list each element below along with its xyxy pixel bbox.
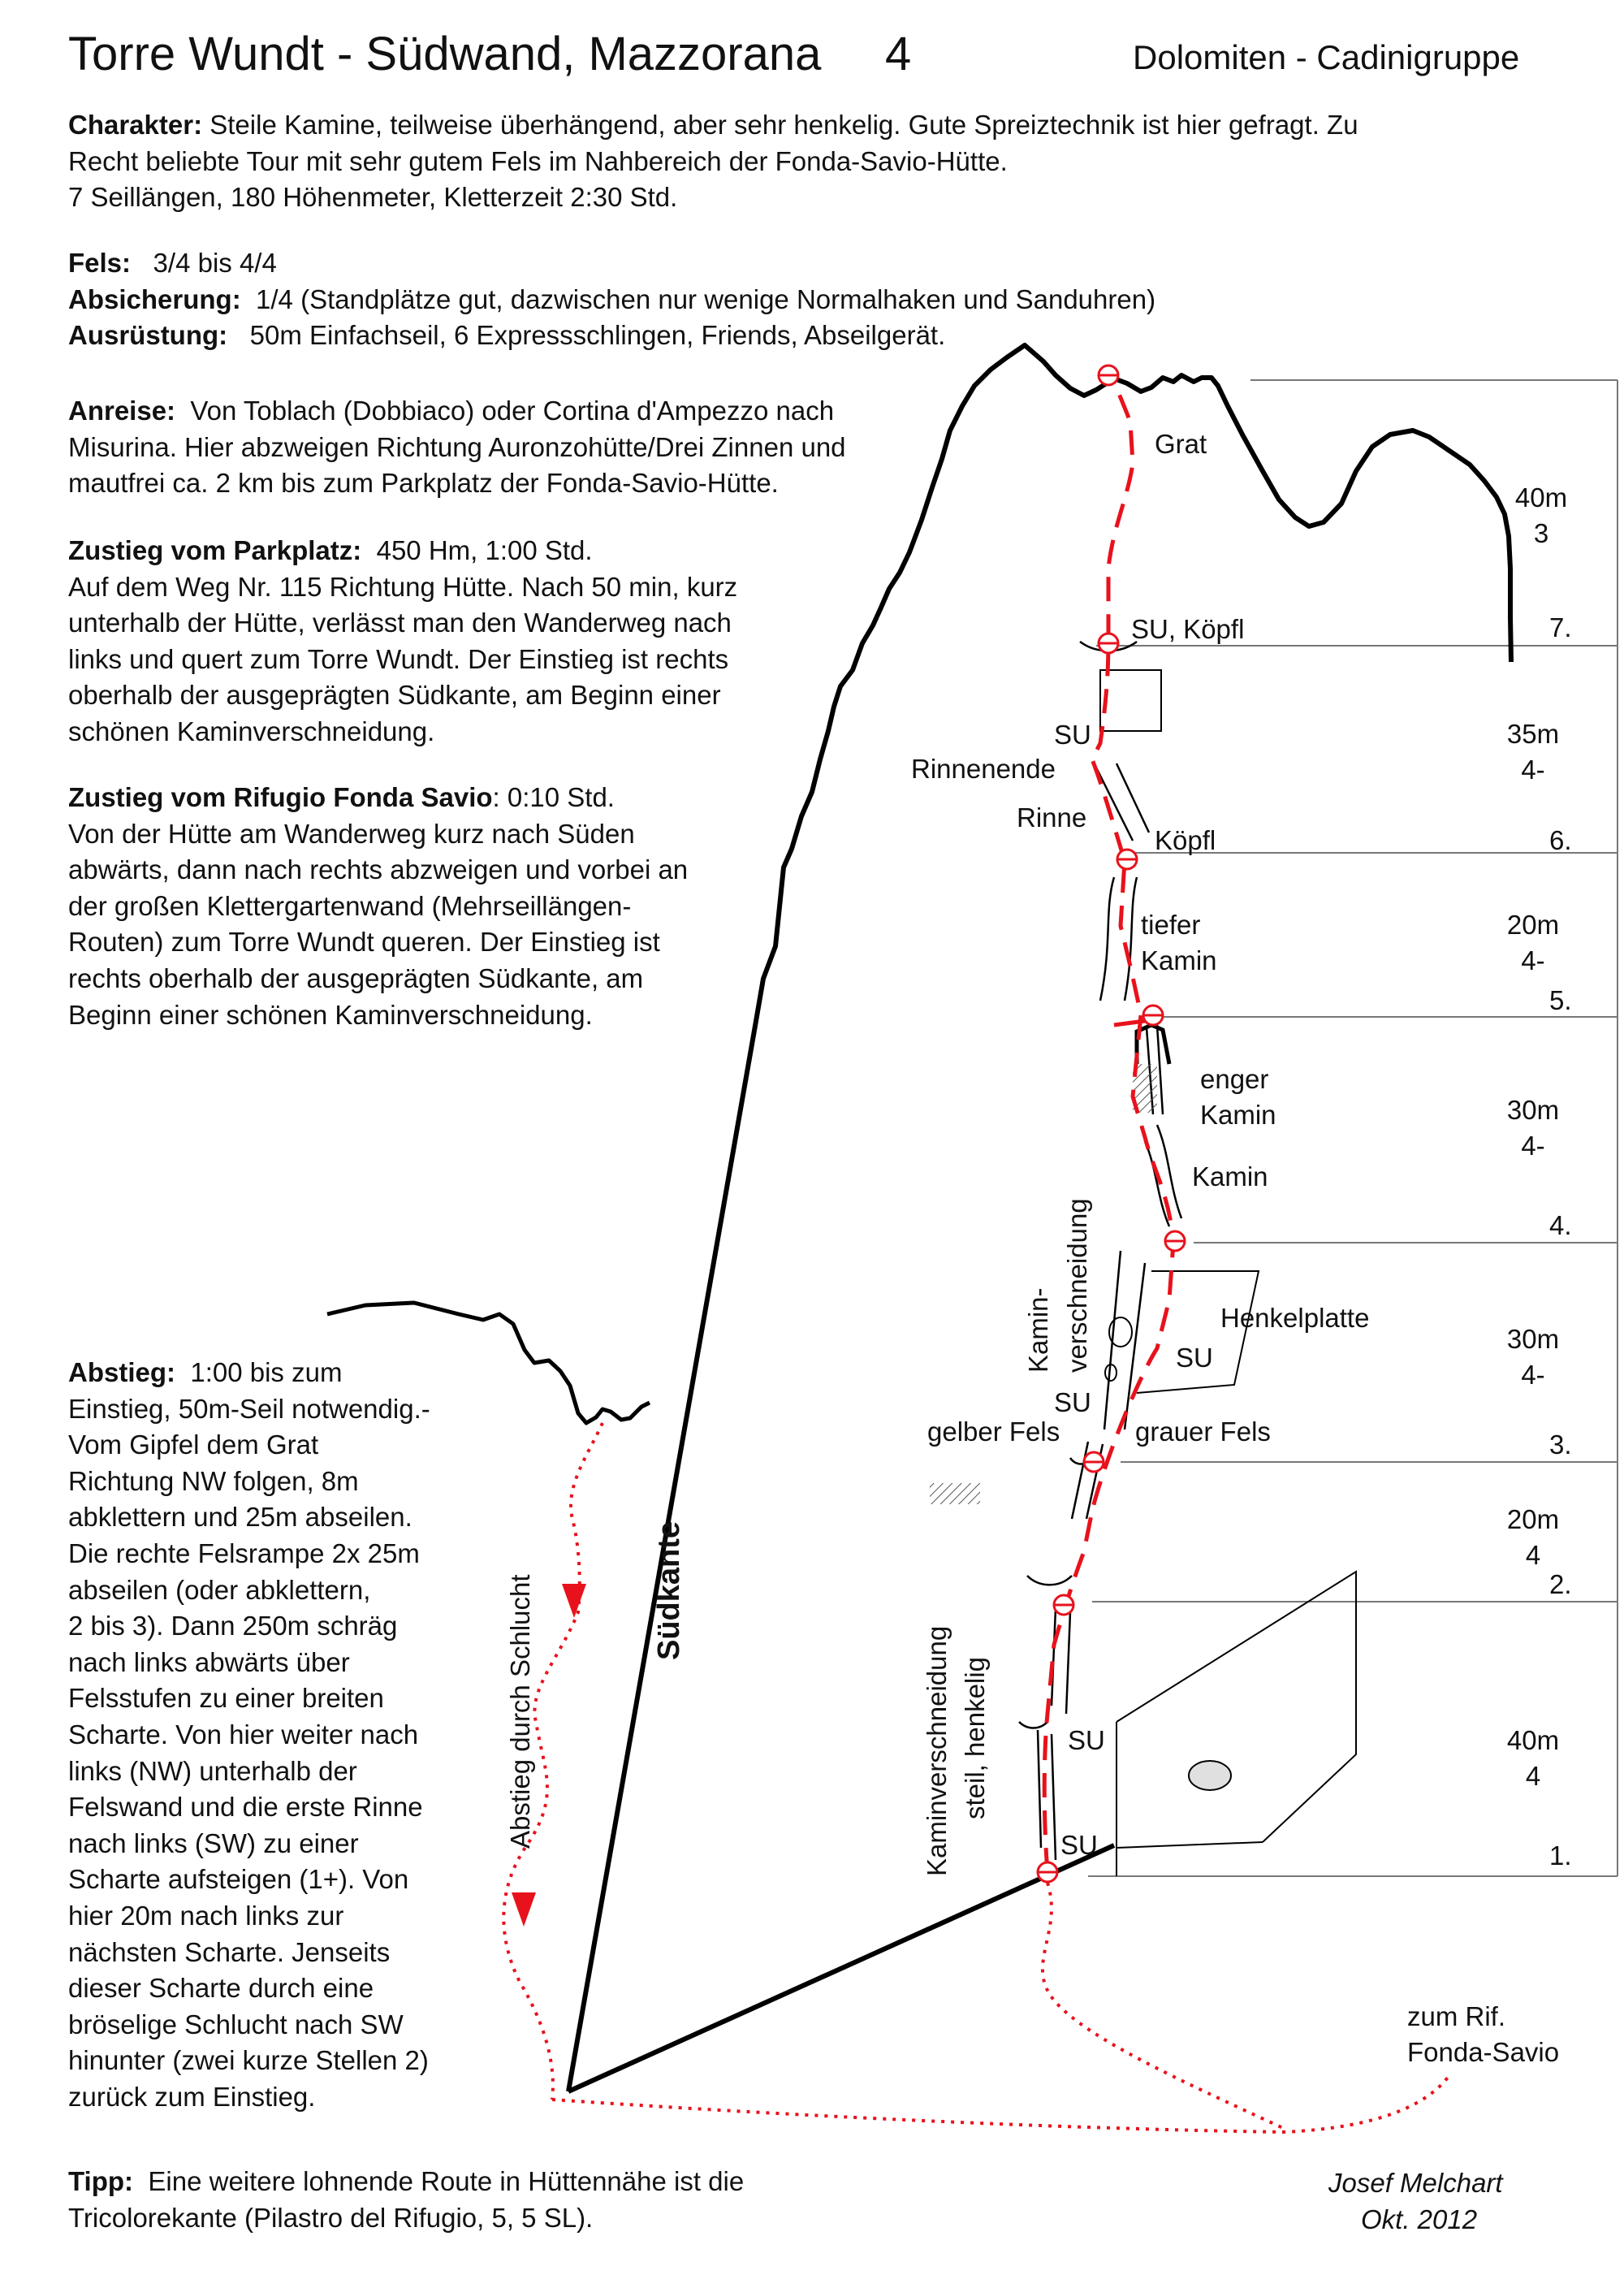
climbing-route xyxy=(1044,375,1173,1872)
label-su: SU xyxy=(1054,720,1091,750)
pitch-number: 5. xyxy=(1549,985,1572,1015)
pitch-number: 4. xyxy=(1549,1210,1572,1240)
label-kamin: Kamin xyxy=(1141,945,1217,975)
pitch-length: 30m xyxy=(1506,1095,1560,1125)
abstieg-line: Vom Gipfel dem Grat xyxy=(68,1429,319,1460)
belay-stations xyxy=(1038,365,1185,1882)
page-title: Torre Wundt - Südwand, Mazzorana xyxy=(68,28,822,80)
zustieg-line: oberhalb der ausgeprägten Südkante, am Beginn einer xyxy=(68,680,721,711)
ausruestung-value: 50m Einfachseil, 6 Expressschlingen, Friends, Abseilgerät. xyxy=(249,320,946,351)
tipp-line: Eine weitere lohnende Route in Hüttennähe ist die xyxy=(148,2166,745,2196)
abstieg-line: Scharte. Von hier weiter nach xyxy=(68,1719,419,1750)
label-kamin: Kamin xyxy=(1192,1161,1268,1192)
pitch-grade: 4- xyxy=(1521,1131,1545,1161)
absicherung-label: Absicherung: xyxy=(68,283,241,314)
label-su: SU xyxy=(1060,1830,1098,1860)
pitch-grade: 4- xyxy=(1521,945,1545,975)
pitch-number: 1. xyxy=(1549,1840,1572,1871)
anreise-line: Von Toblach (Dobbiaco) oder Cortina d'Ampezzo nach xyxy=(190,396,835,426)
label-rinnenende: Rinnenende xyxy=(911,754,1056,784)
anreise-line: mautfrei ca. 2 km bis zum Parkplatz der Fonda-Savio-Hütte. xyxy=(68,468,779,499)
label-kamin-verschneidung: verschneidung xyxy=(1062,1198,1092,1373)
pitch-number: 2. xyxy=(1549,1569,1572,1599)
zustieg-line: Von der Hütte am Wanderweg kurz nach Süden xyxy=(68,818,635,849)
zustieg-rifugio-value: : 0:10 Std. xyxy=(492,782,615,812)
base-line xyxy=(568,1845,1114,2091)
pitch-grid xyxy=(1088,380,1618,1876)
abstieg-line: Scharte aufsteigen (1+). Von xyxy=(68,1864,409,1895)
label-abstieg-schlucht: Abstieg durch Schlucht xyxy=(505,1574,535,1849)
belay-ticks xyxy=(1038,375,1185,1872)
approach-path-2 xyxy=(1043,1883,1283,2128)
approach-path xyxy=(552,2075,1449,2132)
label-kamin-verschneidung: Kamin- xyxy=(1023,1287,1053,1373)
block-outline xyxy=(1100,670,1161,731)
zustieg-line: rechts oberhalb der ausgeprägten Südkante, am xyxy=(68,962,644,993)
abstieg-line: Die rechte Felsrampe 2x 25m xyxy=(68,1538,420,1568)
pitch-grade: 4- xyxy=(1521,755,1545,785)
zustieg-rifugio-label: Zustieg vom Rifugio Fonda Savio xyxy=(68,782,493,812)
zustieg-line: schönen Kaminverschneidung. xyxy=(68,716,435,746)
abstieg-line: 2 bis 3). Dann 250m schräg xyxy=(68,1611,398,1641)
felsrampe xyxy=(1116,1572,1356,1876)
label-zum-rif: zum Rif. xyxy=(1407,2001,1506,2031)
pitch-number: 3. xyxy=(1549,1429,1572,1460)
pitch-number: 6. xyxy=(1549,825,1572,855)
label-grat: Grat xyxy=(1155,429,1207,459)
boulder-icon xyxy=(1189,1761,1231,1790)
label-su-koepfl: SU, Köpfl xyxy=(1131,614,1245,644)
tipp-line: Tricolorekante (Pilastro del Rifugio, 5, 5 SL). xyxy=(68,2202,594,2233)
abstieg-line: Einstieg, 50m-Seil notwendig.- xyxy=(68,1393,430,1424)
zustieg-line: links und quert zum Torre Wundt. Der Einstieg ist rechts xyxy=(68,643,729,674)
pitch-grade: 4 xyxy=(1525,1540,1541,1570)
fels-label: Fels: xyxy=(68,248,132,278)
abstieg-line: Felsstufen zu einer breiten xyxy=(68,1683,384,1714)
label-su: SU xyxy=(1068,1725,1105,1755)
label-grauer-fels: grauer Fels xyxy=(1135,1416,1271,1447)
abstieg-line: dieser Scharte durch eine xyxy=(68,1973,374,2004)
label-kamin: Kamin xyxy=(1200,1100,1276,1130)
abstieg-line: Felswand und die erste Rinne xyxy=(68,1792,423,1823)
difficulty-grade: 4 xyxy=(885,28,912,80)
zustieg-line: abwärts, dann nach rechts abzweigen und vorbei an xyxy=(68,854,689,885)
pitch-number: 7. xyxy=(1549,612,1572,642)
left-ridge xyxy=(327,1303,650,1423)
pitch-length: 35m xyxy=(1506,719,1560,749)
anreise-label: Anreise: xyxy=(68,396,176,426)
zustieg-line: Routen) zum Torre Wundt queren. Der Einstieg ist xyxy=(68,927,660,958)
abstieg-line: hinunter (zwei kurze Stellen 2) xyxy=(68,2045,429,2076)
label-su: SU xyxy=(1176,1343,1213,1373)
zustieg-line: unterhalb der Hütte, verlässt man den Wanderweg nach xyxy=(68,608,732,638)
fels-value: 3/4 bis 4/4 xyxy=(153,248,277,278)
abstieg-line: nach links abwärts über xyxy=(68,1646,350,1677)
abstieg-line: abseilen (oder abklettern, xyxy=(68,1574,371,1605)
label-su: SU xyxy=(1054,1387,1091,1417)
label-tiefer: tiefer xyxy=(1141,910,1201,940)
pitch-length: 40m xyxy=(1514,482,1568,513)
anreise-line: Misurina. Hier abzweigen Richtung Auronzohütte/Drei Zinnen und xyxy=(68,431,846,462)
abstieg-line: abklettern und 25m abseilen. xyxy=(68,1502,412,1533)
region-label: Dolomiten - Cadinigruppe xyxy=(1133,38,1520,76)
charakter-label: Charakter: xyxy=(68,110,203,140)
abstieg-line: nach links (SW) zu einer xyxy=(68,1827,359,1858)
ausruestung-label: Ausrüstung: xyxy=(68,320,228,351)
charakter-line: Recht beliebte Tour mit sehr gutem Fels im Nahbereich der Fonda-Savio-Hütte. xyxy=(68,145,1008,176)
descent-arrow-icon xyxy=(562,1584,586,1618)
author-name: Josef Melchart xyxy=(1328,2168,1503,2198)
pitch-grade: 3 xyxy=(1533,518,1549,548)
zustieg-parkplatz-label: Zustieg vom Parkplatz: xyxy=(68,535,362,565)
tipp-label: Tipp: xyxy=(68,2166,134,2196)
label-enger: enger xyxy=(1200,1064,1269,1094)
label-fonda-savio: Fonda-Savio xyxy=(1407,2037,1560,2067)
abstieg-line: Richtung NW folgen, 8m xyxy=(68,1465,359,1496)
overhang xyxy=(1137,1025,1169,1064)
pitch-info xyxy=(1507,482,1572,1871)
absicherung-value: 1/4 (Standplätze gut, dazwischen nur wenige Normalhaken und Sanduhren) xyxy=(256,283,1156,314)
label-gelber-fels: gelber Fels xyxy=(927,1416,1060,1447)
abstieg-line: zurück zum Einstieg. xyxy=(68,2081,316,2112)
hatch-rock xyxy=(930,1483,980,1504)
label-rinne: Rinne xyxy=(1017,802,1087,833)
author-date: Okt. 2012 xyxy=(1361,2204,1478,2234)
label-koepfl: Köpfl xyxy=(1155,825,1216,855)
abstieg-label: Abstieg: xyxy=(68,1357,175,1387)
charakter-line: Steile Kamine, teilweise überhängend, aber sehr henkelig. Gute Spreiztechnik ist hier gefragt. Zu xyxy=(209,110,1358,140)
descent-arrow-icon xyxy=(512,1892,536,1927)
zustieg-line: Beginn einer schönen Kaminverschneidung. xyxy=(68,999,593,1030)
label-henkelplatte: Henkelplatte xyxy=(1220,1303,1370,1333)
pitch-length: 20m xyxy=(1506,910,1560,940)
zustieg-line: der großen Klettergartenwand (Mehrseillängen- xyxy=(68,890,632,921)
abstieg-line: bröselige Schlucht nach SW xyxy=(68,2009,404,2039)
label-kv-steil: Kaminverschneidung xyxy=(922,1625,952,1876)
pitch-grade: 4- xyxy=(1521,1360,1545,1390)
pitch-length: 40m xyxy=(1506,1725,1560,1755)
abstieg-line: links (NW) unterhalb der xyxy=(68,1755,357,1786)
pitch-length: 30m xyxy=(1506,1324,1560,1354)
pitch-grade: 4 xyxy=(1525,1761,1541,1791)
label-kv-steil: steil, henkelig xyxy=(960,1657,990,1819)
zustieg-parkplatz-value: 450 Hm, 1:00 Std. xyxy=(376,535,593,565)
abstieg-line: nächsten Scharte. Jenseits xyxy=(68,1936,391,1967)
charakter-line: 7 Seillängen, 180 Höhenmeter, Kletterzeit 2:30 Std. xyxy=(68,182,678,213)
label-suedkante: Südkante xyxy=(652,1520,686,1660)
zustieg-line: Auf dem Weg Nr. 115 Richtung Hütte. Nach 50 min, kurz xyxy=(68,571,738,602)
abstieg-line: hier 20m nach links zur xyxy=(68,1900,344,1931)
abstieg-line: 1:00 bis zum xyxy=(190,1357,343,1387)
pitch-length: 20m xyxy=(1506,1504,1560,1534)
